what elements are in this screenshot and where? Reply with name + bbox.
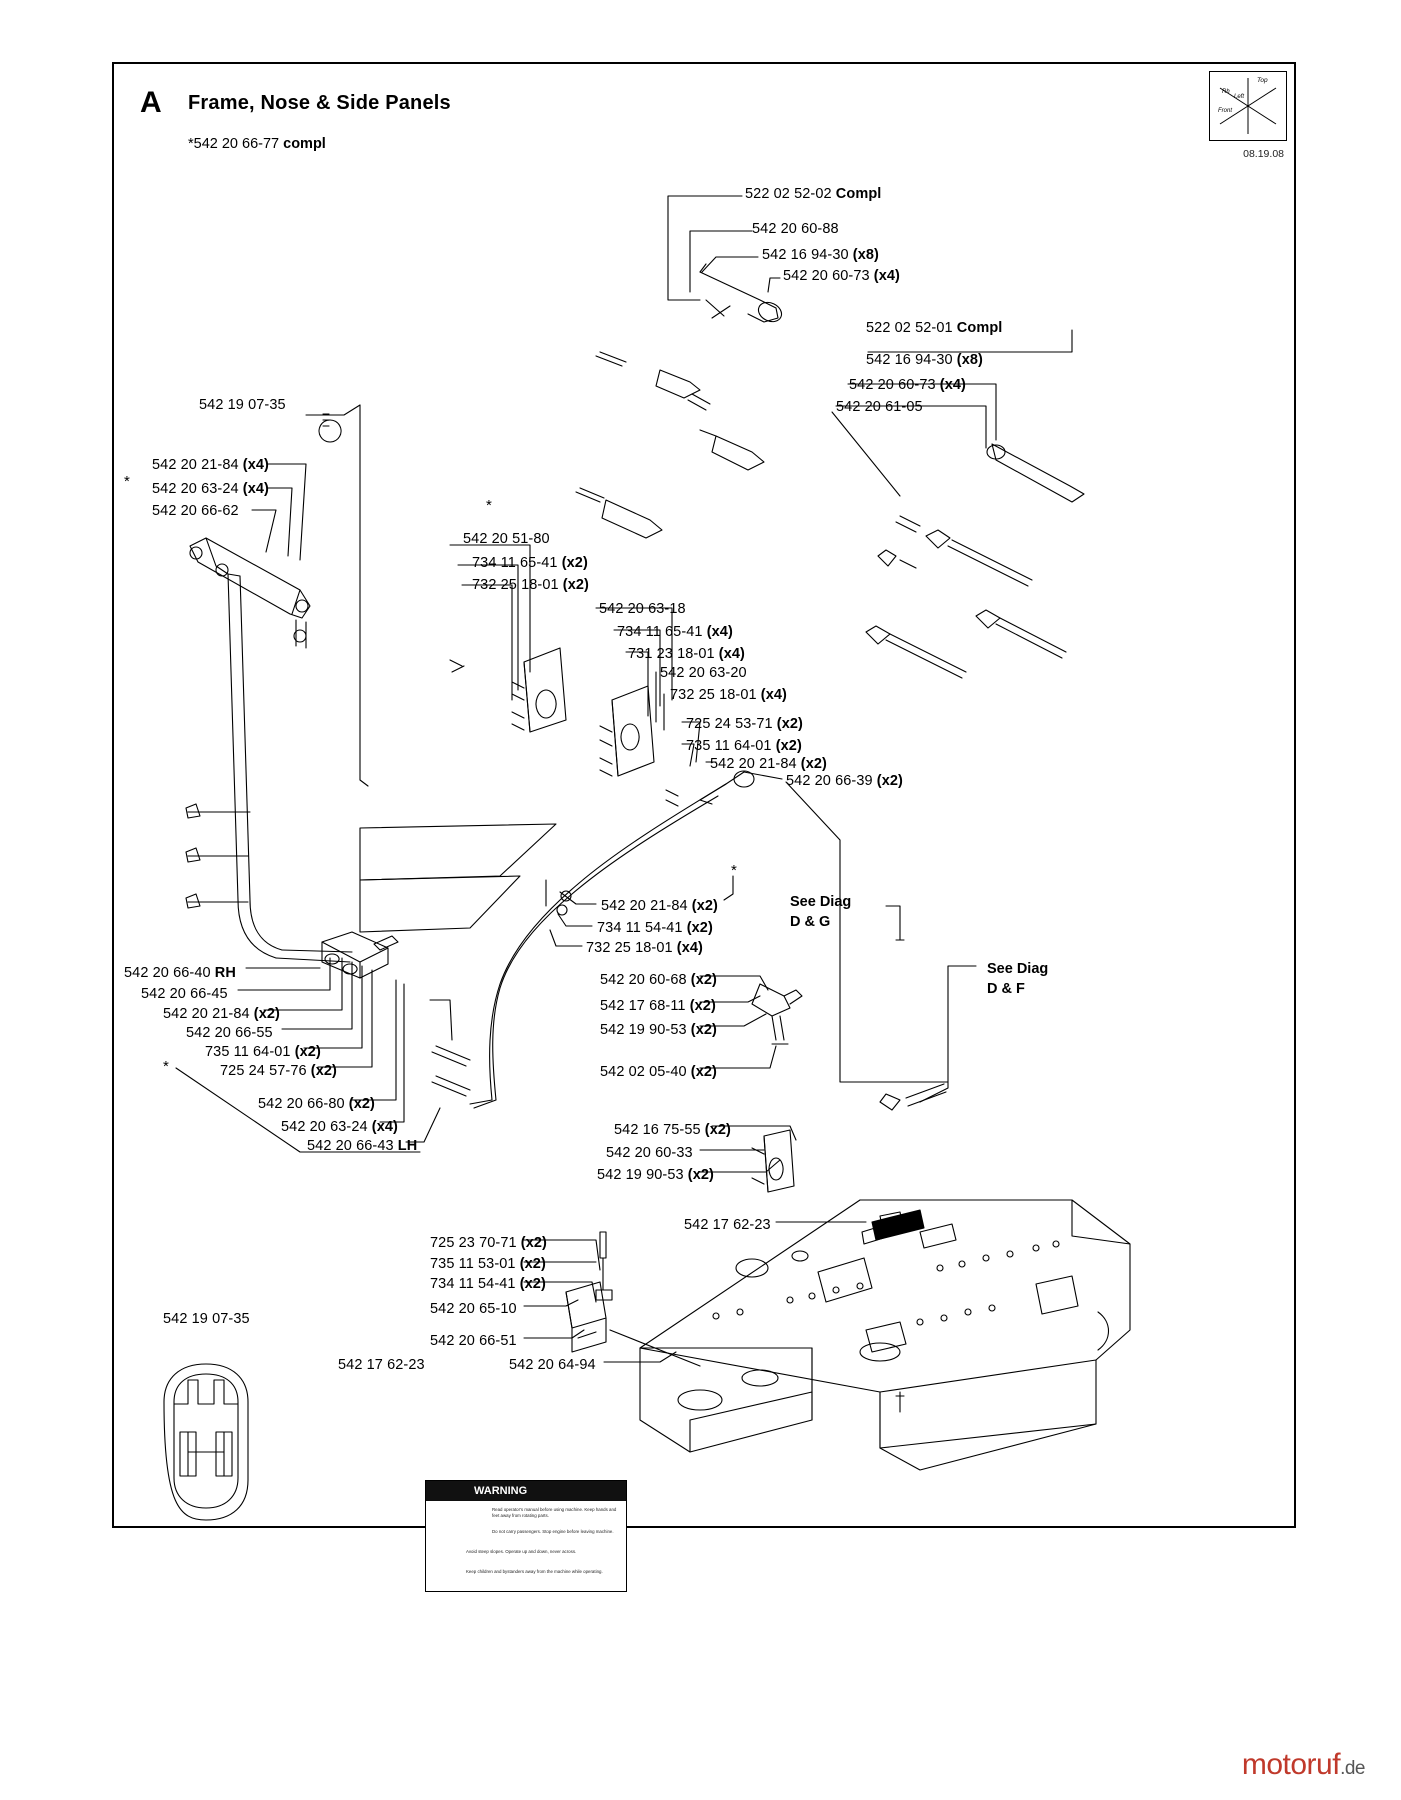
label-542-20-66-39: 542 20 66-39 (x2): [786, 773, 903, 789]
revision-date: 08.19.08: [1243, 148, 1284, 160]
label-542-20-21-84-a: 542 20 21-84 (x4): [152, 457, 269, 473]
label-734-11-54-41-a: 734 11 54-41 (x2): [597, 920, 713, 936]
label-725-24-53-71: 725 24 53-71 (x2): [686, 716, 803, 732]
label-542-20-60-73-b: 542 20 60-73 (x4): [849, 377, 966, 393]
label-542-17-68-11: 542 17 68-11 (x2): [600, 998, 716, 1014]
label-542-20-61-05: 542 20 61-05: [836, 399, 923, 415]
label-542-17-62-23-a: 542 17 62-23: [684, 1217, 771, 1233]
motoruf-tld: .de: [1340, 1758, 1365, 1779]
warning-decal-text-2: Do not carry passengers. Stop engine before leaving machine.: [492, 1529, 614, 1534]
label-542-20-51-80: 542 20 51-80: [463, 531, 550, 547]
label-731-23-18-01: 731 23 18-01 (x4): [628, 646, 745, 662]
diagram-frame: [112, 62, 1296, 1528]
label-735-11-53-01: 735 11 53-01 (x2): [430, 1256, 546, 1272]
label-542-19-07-35-b: 542 19 07-35: [163, 1311, 250, 1327]
label-542-16-94-30-a: 542 16 94-30 (x8): [762, 247, 879, 263]
asterisk-marker-2: *: [486, 497, 492, 514]
section-letter: A: [140, 86, 162, 119]
label-735-11-64-01-a: 735 11 64-01 (x2): [686, 738, 802, 754]
see-diag-df: See Diag D & F: [987, 961, 1049, 997]
label-732-25-18-01-a: 732 25 18-01 (x2): [472, 577, 589, 593]
orientation-key: [1209, 71, 1287, 141]
asterisk-marker-3: *: [731, 862, 737, 879]
label-735-11-64-01-b: 735 11 64-01 (x2): [205, 1044, 321, 1060]
label-732-25-18-01-c: 732 25 18-01 (x4): [586, 940, 703, 956]
label-542-20-65-10: 542 20 65-10: [430, 1301, 517, 1317]
asterisk-marker-1: *: [124, 473, 130, 490]
label-542-19-07-35-a: 542 19 07-35: [199, 397, 286, 413]
label-542-20-63-20: 542 20 63-20: [660, 665, 747, 681]
svg-text:Rh: Rh: [1222, 89, 1230, 95]
label-542-20-66-80: 542 20 66-80 (x2): [258, 1096, 375, 1112]
label-542-17-62-23-b: 542 17 62-23: [338, 1357, 425, 1373]
warning-decal-text-1: Read operator's manual before using machine. Keep hands and feet away from rotating parts.: [492, 1507, 617, 1519]
motoruf-name: motoruf: [1241, 1748, 1341, 1781]
label-542-20-63-18: 542 20 63-18: [599, 601, 686, 617]
warning-decal-header-text: WARNING: [474, 1485, 528, 1497]
label-734-11-65-41-b: 734 11 65-41 (x4): [617, 624, 733, 640]
label-542-20-66-45: 542 20 66-45: [141, 986, 228, 1002]
label-542-20-60-73-a: 542 20 60-73 (x4): [783, 268, 900, 284]
subtitle-part-number: *542 20 66-77: [188, 136, 284, 152]
svg-text:Front: Front: [1218, 108, 1233, 114]
warning-decal-header: [426, 1481, 626, 1501]
label-725-24-57-76: 725 24 57-76 (x2): [220, 1063, 337, 1079]
label-542-20-64-94: 542 20 64-94: [509, 1357, 596, 1373]
label-542-16-75-55: 542 16 75-55 (x2): [614, 1122, 731, 1138]
label-542-20-60-88: 542 20 60-88: [752, 221, 839, 237]
label-734-11-65-41-a: 734 11 65-41 (x2): [472, 555, 588, 571]
motoruf-watermark: [1242, 1748, 1365, 1782]
svg-text:Left: Left: [1234, 94, 1245, 100]
label-732-25-18-01-b: 732 25 18-01 (x4): [670, 687, 787, 703]
label-542-20-66-62: 542 20 66-62: [152, 503, 239, 519]
label-725-23-70-71: 725 23 70-71 (x2): [430, 1235, 547, 1251]
label-522-02-52-02: 522 02 52-02 Compl: [745, 186, 882, 202]
label-542-19-90-53-a: 542 19 90-53 (x2): [600, 1022, 717, 1038]
page-title: Frame, Nose & Side Panels: [188, 92, 451, 114]
see-diag-dg: See Diag D & G: [790, 894, 852, 930]
label-542-19-90-53-b: 542 19 90-53 (x2): [597, 1167, 714, 1183]
label-542-20-66-55: 542 20 66-55: [186, 1025, 273, 1041]
label-542-20-60-68: 542 20 60-68 (x2): [600, 972, 717, 988]
label-522-02-52-01: 522 02 52-01 Compl: [866, 320, 1003, 336]
label-734-11-54-41-b: 734 11 54-41 (x2): [430, 1276, 546, 1292]
label-542-20-63-24-b: 542 20 63-24 (x4): [281, 1119, 398, 1135]
label-542-02-05-40: 542 02 05-40 (x2): [600, 1064, 717, 1080]
label-542-20-66-40-rh: 542 20 66-40 RH: [124, 965, 236, 981]
warning-decal-text-4: Keep children and bystanders away from the machine while operating.: [466, 1569, 603, 1574]
label-542-20-21-84-b: 542 20 21-84 (x2): [710, 756, 827, 772]
label-542-20-21-84-c: 542 20 21-84 (x2): [601, 898, 718, 914]
label-542-20-66-51: 542 20 66-51: [430, 1333, 517, 1349]
warning-decal-text-3: Avoid steep slopes. Operate up and down, never across.: [466, 1549, 577, 1554]
section-subtitle: [188, 136, 326, 152]
label-542-20-60-33: 542 20 60-33: [606, 1145, 693, 1161]
subtitle-compl: compl: [283, 136, 326, 152]
label-542-20-63-24-a: 542 20 63-24 (x4): [152, 481, 269, 497]
label-542-20-21-84-d: 542 20 21-84 (x2): [163, 1006, 280, 1022]
svg-text:Top: Top: [1257, 77, 1268, 84]
asterisk-marker-4: *: [163, 1058, 169, 1075]
label-542-20-66-43-lh: 542 20 66-43 LH: [307, 1138, 418, 1154]
warning-decal: [425, 1480, 627, 1592]
label-542-16-94-30-b: 542 16 94-30 (x8): [866, 352, 983, 368]
